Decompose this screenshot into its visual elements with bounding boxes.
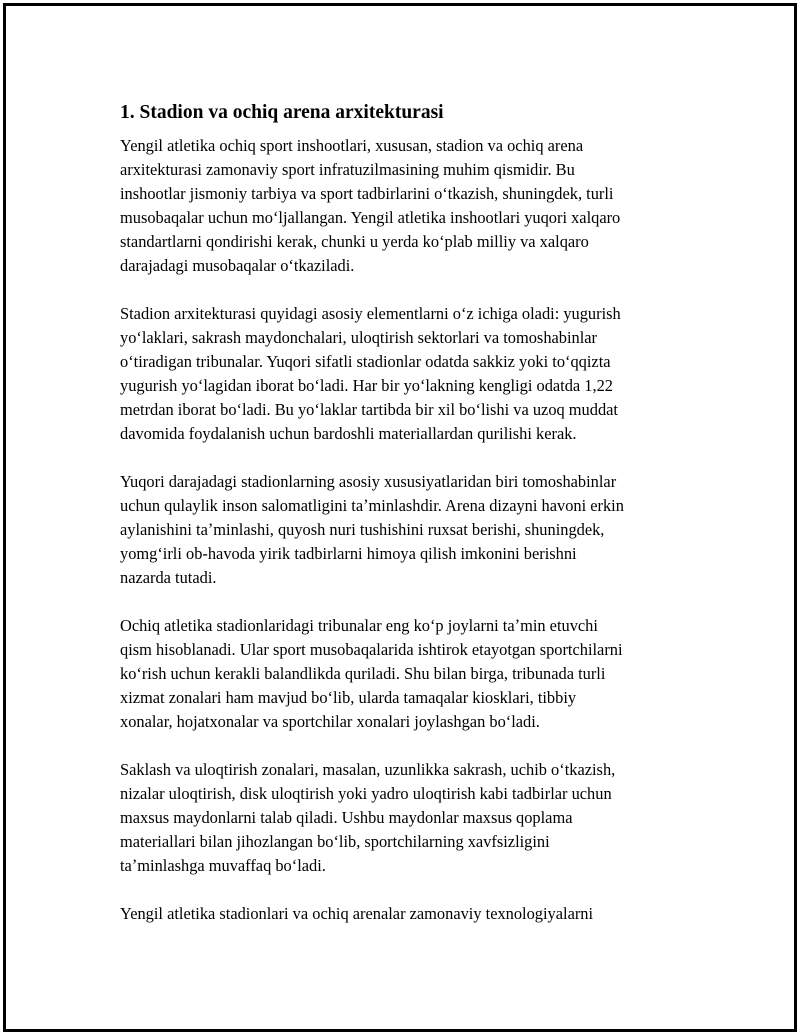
- paragraph: Yuqori darajadagi stadionlarning asosiy xususiyatlaridan biri tomoshabinlar uchun qulaylik inson salomatligini taʼminlashdir. Arena dizayni havoni erkin aylanishini taʼminlashi, quyosh nuri tushishini ruxsat berishi, shuningdek, yomgʻirli ob-havoda yirik tadbirlarni himoya qilish imkonini berishni nazarda tutadi.: [120, 472, 624, 587]
- paragraph: Stadion arxitekturasi quyidagi asosiy elementlarni oʻz ichiga oladi: yugurish yoʻlaklari, sakrash maydonchalari, uloqtirish sektorlari va tomoshabinlar oʻtiradigan tribunalar. Yuqori sifatli stadionlar odatda sakkiz yoki toʻqqizta yugurish yoʻlagidan iborat boʻladi. Har bir yoʻlakning kengligi odatda 1,22 metrdan iborat boʻladi. Bu yoʻlaklar tartibda bir xil boʻlishi va uzoq muddat davomida foydalanish uchun bardoshli materiallardan qurilishi kerak.: [120, 304, 621, 443]
- page-frame: [3, 3, 797, 1032]
- paragraph: Ochiq atletika stadionlaridagi tribunalar eng koʻp joylarni taʼmin etuvchi qism hisoblanadi. Ular sport musobaqalarida ishtirok etayotgan sportchilarni koʻrish uchun kerakli balandlikda quriladi. Shu bilan birga, tribunada turli xizmat zonalari ham mavjud boʻlib, ularda tamaqalar kiosklari, tibbiy xonalar, hojatxonalar va sportchilar xonalari joylashgan boʻladi.: [120, 616, 623, 731]
- document-body: [120, 101, 700, 950]
- paragraph: Yengil atletika stadionlari va ochiq arenalar zamonaviy texnologiyalarni: [120, 904, 594, 923]
- section-heading: 1. Stadion va ochiq arena arxitekturasi: [120, 102, 444, 123]
- paragraph: Saklash va uloqtirish zonalari, masalan, uzunlikka sakrash, uchib oʻtkazish, nizalar uloqtirish, disk uloqtirish yoki yadro uloqtirish kabi tadbirlar uchun maxsus maydonlarni talab qiladi. Ushbu maydonlar maxsus qoplama materiallari bilan jihozlangan boʻlib, sportchilarning xavfsizligini taʼminlashga muvaffaq boʻladi.: [120, 760, 616, 875]
- paragraph: Yengil atletika ochiq sport inshootlari, xususan, stadion va ochiq arena arxitekturasi zamonaviy sport infratuzilmasining muhim qismidir. Bu inshootlar jismoniy tarbiya va sport tadbirlarini oʻtkazish, shuningdek, turli musobaqalar uchun moʻljallangan. Yengil atletika inshootlari yuqori xalqaro standartlarni qondirishi kerak, chunki u yerda koʻplab milliy va xalqaro darajadagi musobaqalar oʻtkaziladi.: [120, 136, 621, 275]
